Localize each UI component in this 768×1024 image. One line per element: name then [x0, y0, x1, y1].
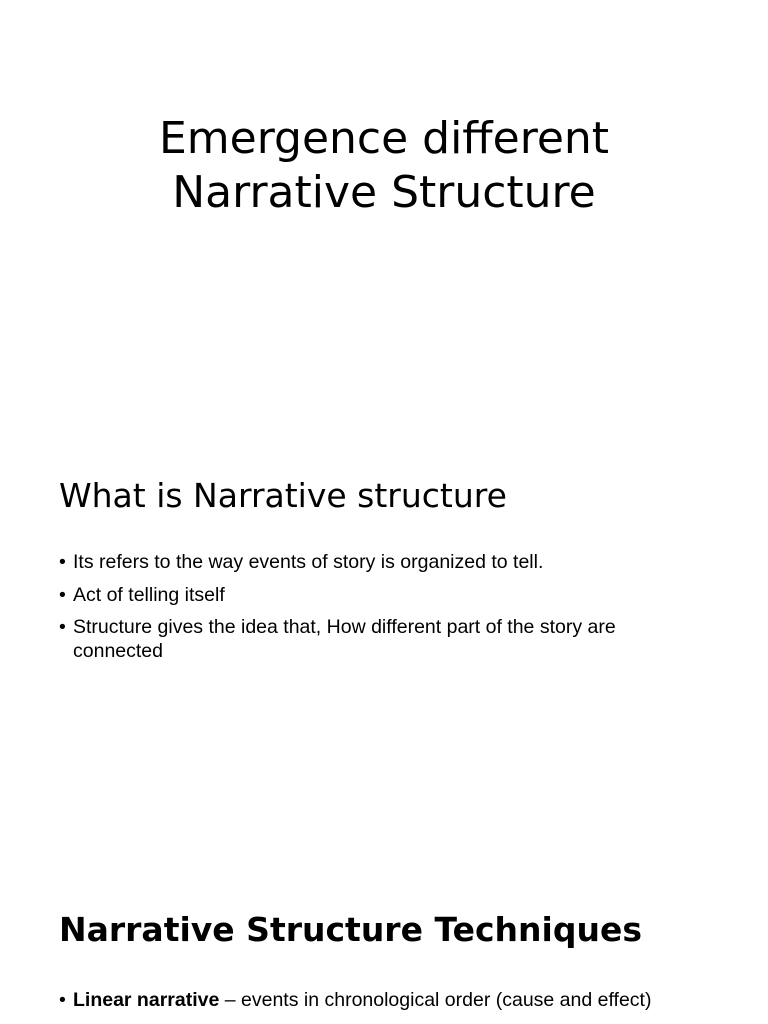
- title-line-1: Emergence different: [158, 113, 610, 164]
- title-line-2: Narrative Structure: [172, 167, 596, 218]
- slide-what-is-narrative-structure: [0, 432, 768, 864]
- bullet-text: Act of telling itself: [73, 583, 225, 606]
- slide-title-heading: [0, 112, 768, 220]
- bullet-list: [59, 988, 709, 1021]
- slide-heading: What is Narrative structure: [59, 476, 507, 515]
- bullet-item: [59, 615, 709, 663]
- bullet-item: [59, 583, 709, 607]
- bullet-list: [59, 550, 709, 672]
- bullet-text: – events in chronological order (cause and effect): [219, 989, 652, 1011]
- slide-heading: Narrative Structure Techniques: [59, 910, 642, 949]
- slide-title: [0, 0, 768, 432]
- bullet-icon: •: [59, 616, 66, 638]
- bullet-icon: •: [59, 583, 66, 606]
- slide-narrative-structure-techniques: [0, 864, 768, 1024]
- bullet-term: Linear narrative: [73, 989, 220, 1011]
- bullet-item: [59, 550, 709, 574]
- bullet-icon: •: [59, 989, 66, 1011]
- bullet-icon: •: [59, 551, 66, 573]
- bullet-text: Its refers to the way events of story is organized to tell.: [73, 551, 544, 573]
- bullet-item: [59, 988, 709, 1012]
- bullet-text: Structure gives the idea that, How different part of the story are connected: [73, 616, 616, 662]
